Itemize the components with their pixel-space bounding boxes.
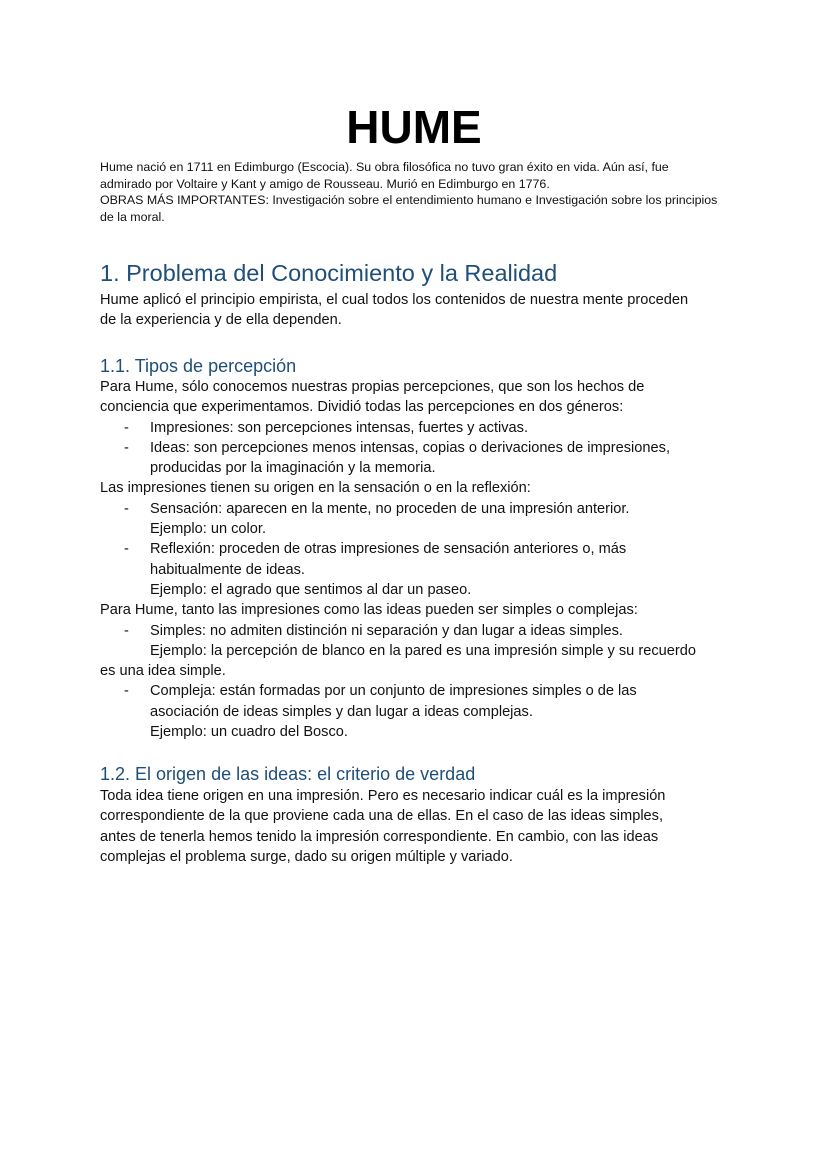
- list-line: Ejemplo: la percepción de blanco en la pared es una impresión simple y su recuerdo: [150, 642, 696, 659]
- body-line: conciencia que experimentamos. Dividió todas las percepciones en dos géneros:: [100, 399, 624, 416]
- list-item-ideas: [100, 438, 740, 479]
- list-item-impresiones: [100, 418, 740, 438]
- list-item-simples: [100, 621, 740, 641]
- body-line: antes de tenerla hemos tenido la impresión correspondiente. En cambio, con las ideas: [100, 828, 659, 845]
- intro-line: admirado por Voltaire y Kant y amigo de Rousseau. Murió en Edimburgo en 1776.: [100, 176, 550, 191]
- body-line: complejas el problema surge, dado su origen múltiple y variado.: [100, 848, 513, 865]
- section-1-1-body: [100, 377, 740, 742]
- list-line: asociación de ideas simples y dan lugar a ideas complejas.: [150, 703, 533, 720]
- section-1-body: [100, 290, 740, 331]
- bullet-dash: -: [124, 419, 129, 436]
- section-1-1-heading: 1.1. Tipos de percepción: [100, 356, 297, 376]
- list-item-reflexion: [100, 539, 740, 600]
- bullet-dash: -: [124, 500, 129, 517]
- list-line: es una idea simple.: [100, 663, 226, 680]
- body-line: Hume aplicó el principio empirista, el cual todos los contenidos de nuestra mente proceden: [100, 292, 689, 308]
- list-line: habitualmente de ideas.: [150, 561, 305, 578]
- example-hanging-line: [100, 641, 740, 661]
- list-line: Ideas: son percepciones menos intensas, copias o derivaciones de impresiones,: [150, 439, 670, 456]
- list-line: Simples: no admiten distinción ni separación y dan lugar a ideas simples.: [150, 622, 623, 639]
- body-line: correspondiente de la que proviene cada una de ellas. En el caso de las ideas simples,: [100, 808, 664, 825]
- intro-line: Hume nació en 1711 en Edimburgo (Escocia). Su obra filosófica no tuvo gran éxito en vida. Aún así, fue: [100, 160, 669, 174]
- bullet-dash: -: [124, 541, 129, 558]
- body-line: Las impresiones tienen su origen en la sensación o en la reflexión:: [100, 480, 531, 497]
- section-1-heading: 1. Problema del Conocimiento y la Realidad: [100, 260, 558, 286]
- intro-line: de la moral.: [100, 209, 165, 224]
- list-item-sensacion: [100, 499, 740, 540]
- section-1-2-body: [100, 786, 740, 867]
- intro-paragraph: [100, 159, 740, 225]
- body-line: Para Hume, sólo conocemos nuestras propias percepciones, que son los hechos de: [100, 379, 645, 395]
- list-line: Reflexión: proceden de otras impresiones de sensación anteriores o, más: [150, 541, 627, 558]
- body-line: Para Hume, tanto las impresiones como las ideas pueden ser simples o complejas:: [100, 602, 638, 619]
- body-line: de la experiencia y de ella dependen.: [100, 312, 342, 329]
- list-line: Ejemplo: un color.: [150, 521, 267, 538]
- bullet-dash: -: [124, 683, 129, 700]
- list-line: Compleja: están formadas por un conjunto de impresiones simples o de las: [150, 683, 637, 700]
- list-line: Ejemplo: un cuadro del Bosco.: [150, 724, 348, 741]
- document-title: HUME: [346, 101, 482, 153]
- list-line: producidas por la imaginación y la memoria.: [150, 460, 436, 477]
- section-1-2-heading: 1.2. El origen de las ideas: el criterio de verdad: [100, 764, 476, 784]
- list-line: Ejemplo: el agrado que sentimos al dar un paseo.: [150, 581, 472, 598]
- list-line: Sensación: aparecen en la mente, no proceden de una impresión anterior.: [150, 500, 630, 517]
- list-line: Impresiones: son percepciones intensas, fuertes y activas.: [150, 419, 529, 436]
- intro-line: OBRAS MÁS IMPORTANTES: Investigación sobre el entendimiento humano e Investigación sobre los principios: [100, 193, 718, 207]
- list-item-compleja: [100, 681, 740, 742]
- body-line: Toda idea tiene origen en una impresión. Pero es necesario indicar cuál es la impresión: [100, 788, 666, 804]
- bullet-dash: -: [124, 622, 129, 639]
- bullet-dash: -: [124, 439, 129, 456]
